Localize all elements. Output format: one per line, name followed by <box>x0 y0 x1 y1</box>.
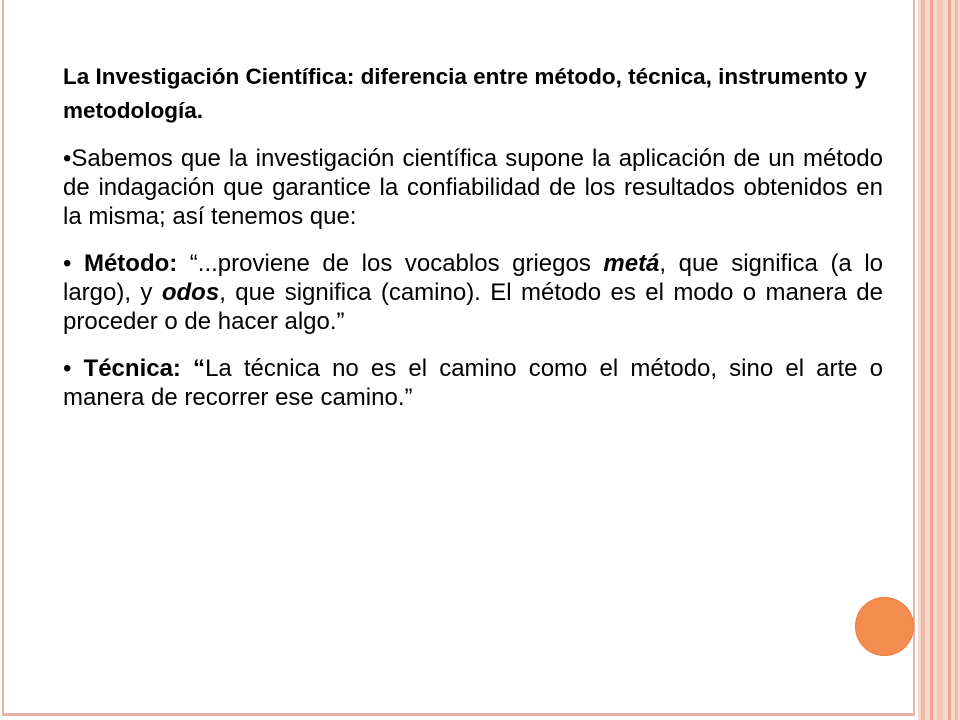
word-meta: metá <box>603 250 660 277</box>
stripe <box>948 0 951 720</box>
intro-paragraph: •Sabemos que la investigación científica supone la aplicación de un método de indagación que garantice la confiabilidad de los resultados obtenidos en la misma; así tenemos que: <box>63 145 883 230</box>
stripe <box>955 0 958 720</box>
decorative-stripes <box>918 0 960 720</box>
slide-title: La Investigación Científica: diferencia entre método, técnica, instrumento y metodología. <box>63 64 867 123</box>
tecnica-paragraph <box>63 354 883 412</box>
text-segment: , que significa (camino). El método es el modo o manera de proceder o de hacer algo.” <box>63 279 884 335</box>
term-tecnica: Técnica: “ <box>83 355 206 382</box>
bullet: • <box>63 355 84 382</box>
text-segment: , que significa (a lo largo), y <box>63 250 883 306</box>
stripe <box>921 0 925 720</box>
bullet: • <box>63 250 84 277</box>
text-segment: La técnica no es el camino como el método, sino el arte o manera de recorrer ese camino.” <box>63 355 884 411</box>
term-metodo: Método: <box>83 250 178 277</box>
stripe <box>930 0 933 720</box>
slide-content <box>63 60 883 430</box>
metodo-paragraph <box>63 249 883 336</box>
decorative-orange-circle <box>855 597 914 656</box>
word-odos: odos <box>161 279 220 306</box>
stripe <box>937 0 943 720</box>
text-segment: “...proviene de los vocablos griegos <box>177 250 604 277</box>
